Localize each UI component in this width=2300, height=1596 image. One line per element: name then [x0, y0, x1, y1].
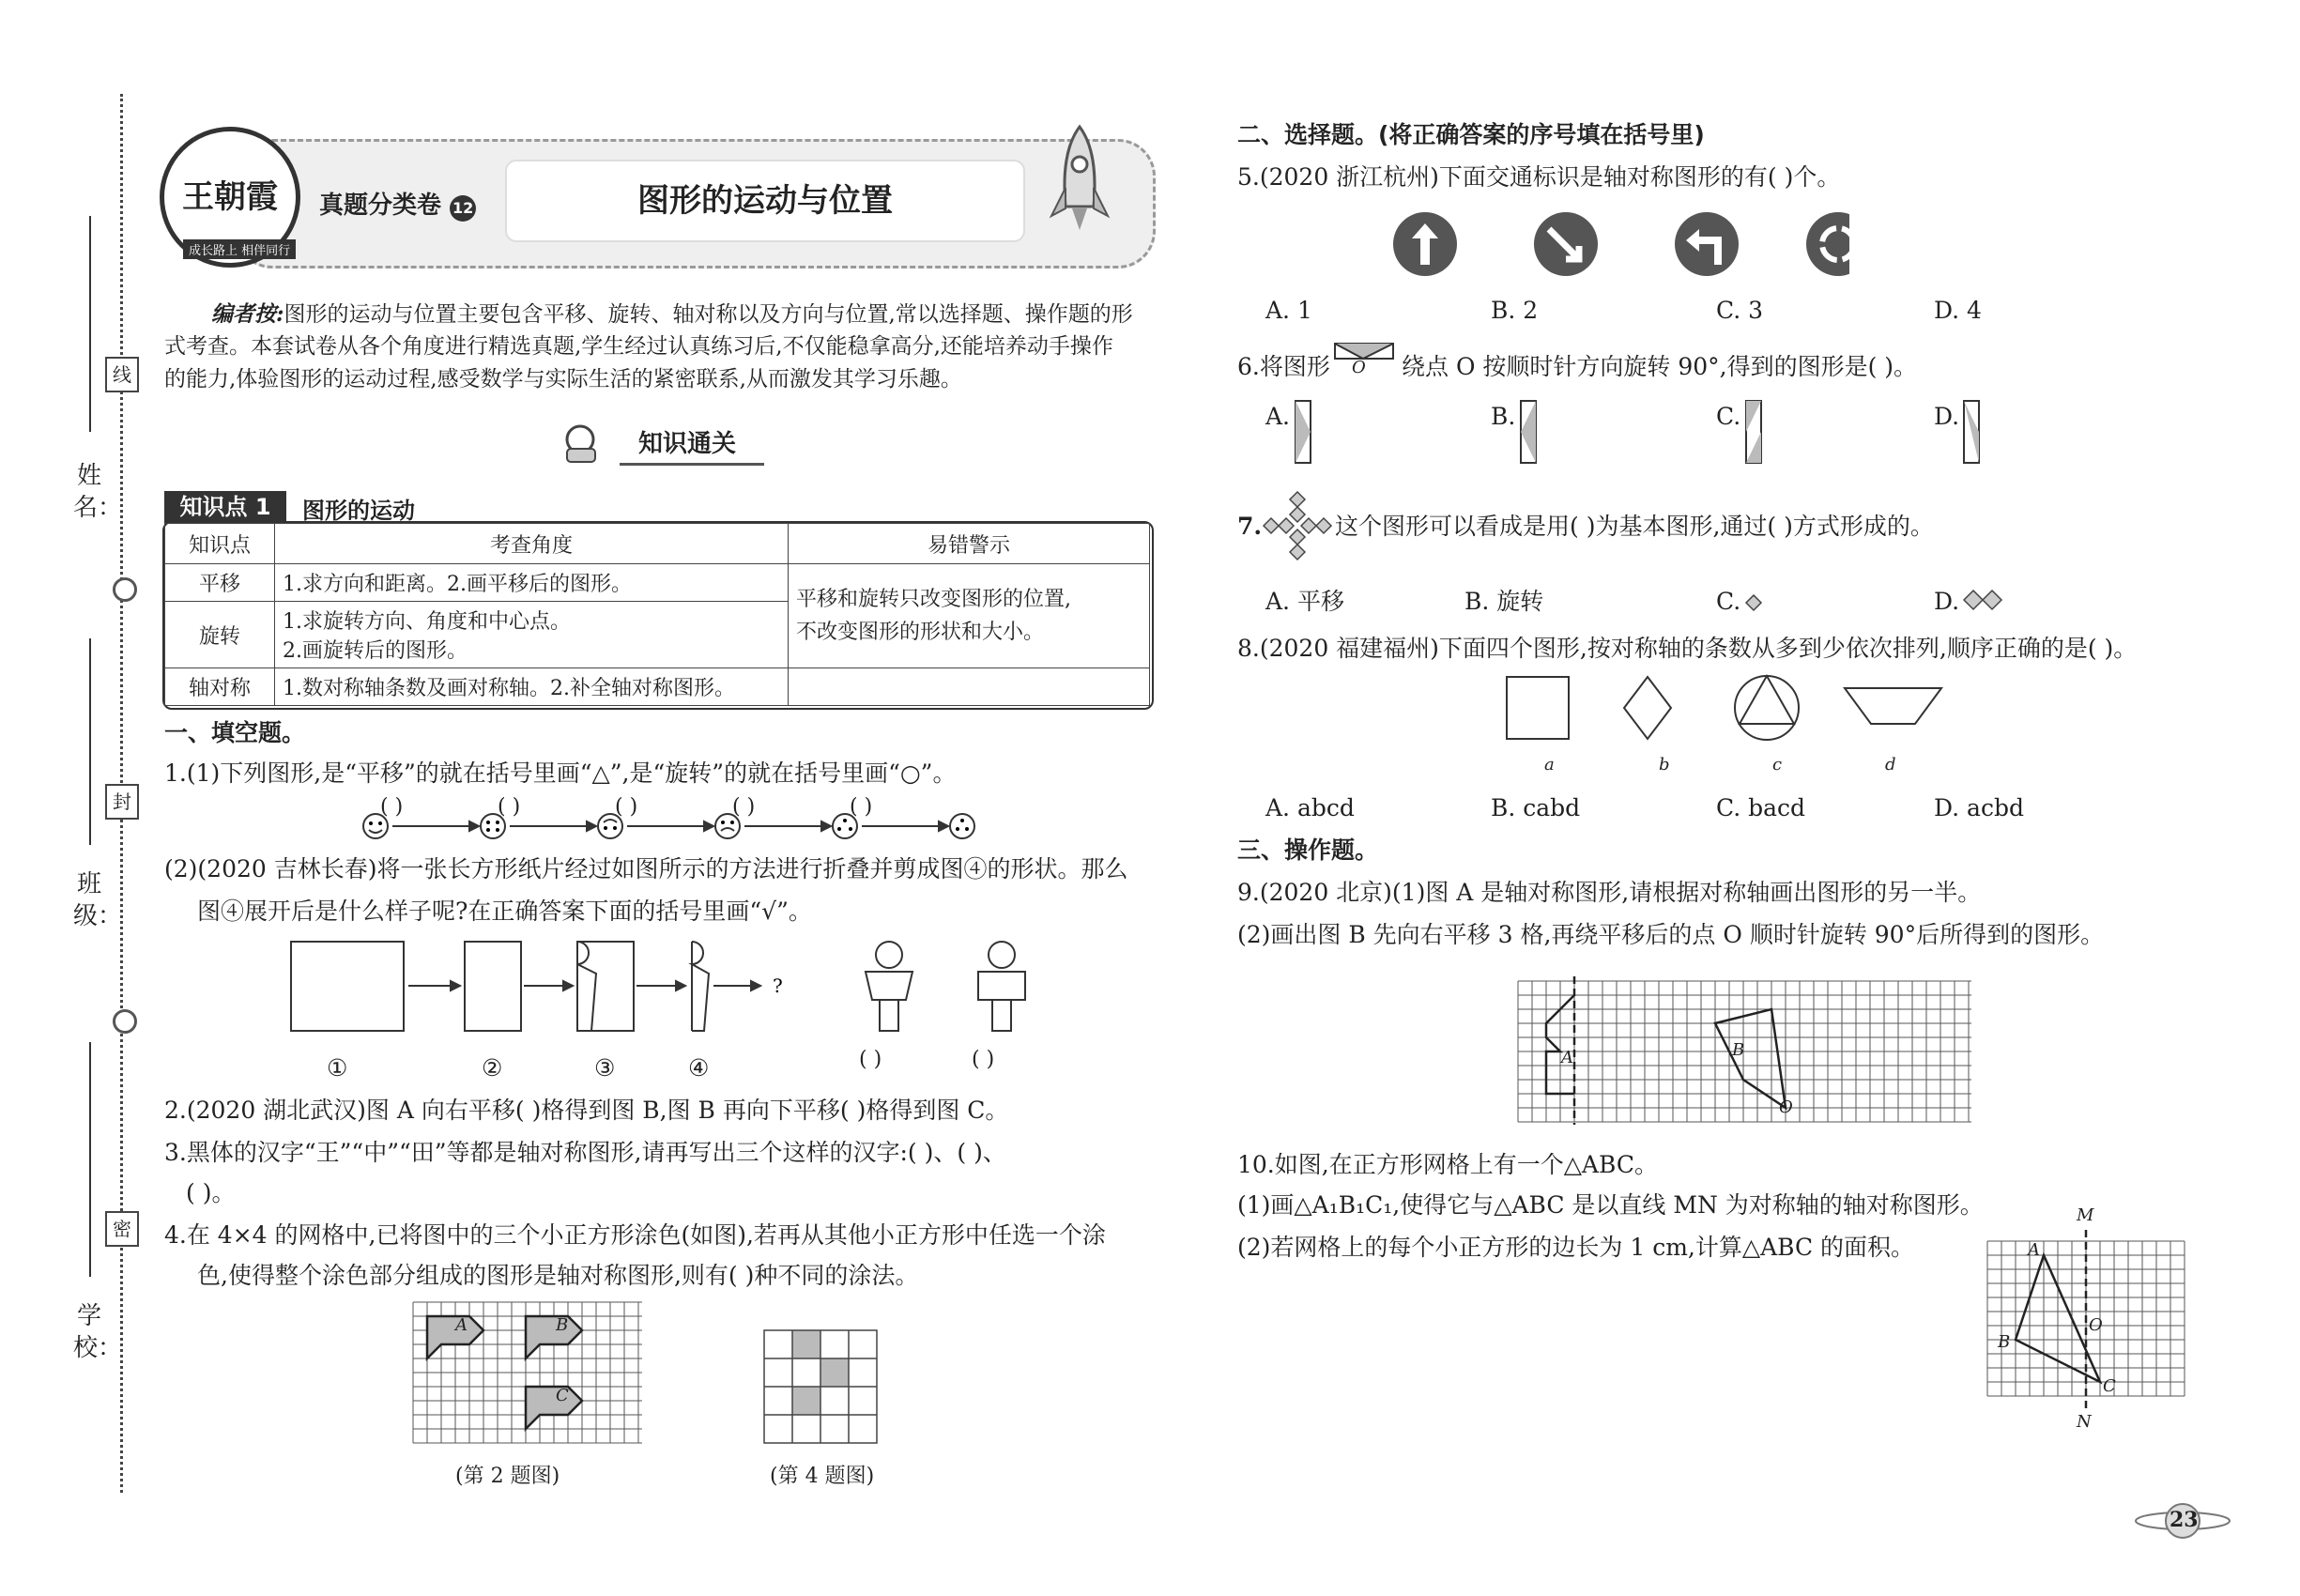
shape-rhombus [1624, 677, 1671, 739]
turn-left-sign-icon [1675, 212, 1739, 276]
smiley-icon [950, 814, 974, 838]
q5-option-a[interactable]: A. 1 [1265, 297, 1312, 324]
table-cell [789, 668, 1150, 706]
q9-label-b: B [1732, 1040, 1745, 1060]
part2-heading: 二、选择题。(将正确答案的序号填在括号里) [1237, 121, 1705, 148]
q8-option-d[interactable]: D. acbd [1934, 794, 2024, 821]
astronaut-icon [554, 421, 610, 464]
q9-part2: (2)画出图 B 先向右平移 3 格,再绕平移后的点 O 顺时针旋转 90°后所得到的图形。 [1237, 921, 2105, 948]
q3-line1: 3.黑体的汉字“王”“中”“田”等都是轴对称图形,请再写出三个这样的汉字:( )、( )、 [164, 1139, 1006, 1166]
logo-slogan: 成长路上 相伴同行 [183, 239, 296, 259]
knowledge-title: 图形的运动 [302, 498, 415, 524]
q2-text: 2.(2020 湖北武汉)图 A 向右平移( )格得到图 B,图 B 再向下平移( )格得到图 C。 [164, 1097, 1009, 1124]
editor-note-line1 [211, 300, 1133, 330]
class-label: 班 级： [73, 870, 123, 930]
fold-label-4: ④ [688, 1054, 710, 1082]
logo-text: 王朝霞 [182, 178, 278, 216]
table-header: 易错警示 [789, 524, 1150, 564]
traffic-signs [1389, 208, 1849, 280]
editor-note-line2: 式考查。本套试卷从各个角度进行精选真题,学生经过认真练习后,不仅能稳拿高分,还能培养动手操作 [164, 334, 1113, 359]
q3-line2: ( )。 [186, 1179, 236, 1206]
q8-option-a[interactable]: A. abcd [1265, 794, 1355, 821]
q6-option-c-shape [1744, 399, 1763, 467]
q10-label-n: N [2077, 1412, 2092, 1432]
q10-label-b: B [1998, 1332, 2011, 1352]
table-cell: 平移 [165, 564, 275, 602]
warning-line: 平移和旋转只改变图形的位置, [796, 587, 1071, 611]
q7-pattern [1260, 488, 1335, 563]
q6-shape [1333, 342, 1399, 379]
shape-label-a: A [455, 1315, 468, 1335]
binding-ring-icon [113, 1009, 137, 1034]
angle-line: 1.求旋转方向、角度和中心点。 [283, 610, 571, 634]
part1-heading: 一、填空题。 [164, 719, 306, 746]
table-header: 考查角度 [275, 524, 789, 564]
section-banner: 知识通关 [620, 424, 764, 466]
fold-label-1: ① [327, 1054, 348, 1082]
name-line [89, 216, 91, 432]
answer-paren[interactable]: ( ) [972, 1048, 995, 1071]
q1-part1: 1.(1)下列图形,是“平移”的就在括号里画“△”,是“旋转”的就在括号里画“○”。 [164, 760, 957, 787]
warning-line: 不改变图形的形状和大小。 [796, 621, 1045, 644]
school-line [89, 1042, 91, 1277]
q8-shapes [1502, 671, 1943, 746]
q7-option-b[interactable]: B. 旋转 [1464, 588, 1544, 615]
category-label: 真题分类卷 [319, 192, 442, 220]
editor-note-text: 图形的运动与位置主要包含平移、旋转、轴对称以及方向与位置,常以选择题、操作题的形 [284, 302, 1133, 327]
q9-label-o: O [1779, 1097, 1793, 1117]
q10-label-m: M [2077, 1205, 2094, 1225]
svg-text:?: ? [773, 974, 783, 997]
angle-line: 2.画旋转后的图形。 [283, 639, 468, 663]
q8-label-c: c [1772, 755, 1783, 775]
warning-cell [789, 564, 1150, 668]
q6-point-o: O [1352, 358, 1366, 377]
folding-diagram [282, 934, 1089, 1047]
q8-label-a: a [1544, 755, 1555, 775]
q6-option-a-shape [1294, 399, 1312, 467]
page-title: 图形的运动与位置 [505, 160, 1025, 242]
answer-paren[interactable]: ( ) [732, 795, 756, 819]
shape-label-b: B [556, 1315, 569, 1335]
editor-note-line3: 的能力,体验图形的运动过程,感受数学与实际生活的紧密联系,从而激发其学习乐趣。 [164, 367, 962, 391]
school-label: 学 校： [73, 1302, 123, 1362]
answer-paren[interactable]: ( ) [859, 1048, 882, 1071]
q10-text: 10.如图,在正方形网格上有一个△ABC。 [1237, 1151, 1658, 1178]
shape-b [1715, 1009, 1786, 1108]
q5-option-b[interactable]: B. 2 [1491, 297, 1539, 324]
q9-grid-figure [1516, 976, 1976, 1127]
q8-option-b[interactable]: B. cabd [1491, 794, 1581, 821]
shape-circle-triangle [1735, 676, 1799, 740]
arrow-diagonal-sign-icon [1534, 212, 1598, 276]
table-cell [275, 602, 789, 668]
table-cell: 轴对称 [165, 668, 275, 706]
table-header: 知识点 [165, 524, 275, 564]
shape-square [1507, 677, 1569, 739]
knowledge-table [164, 523, 1150, 706]
knowledge-tag: 知识点 1 [164, 491, 286, 523]
fold-label-2: ② [482, 1054, 503, 1082]
q6-option-b-shape [1519, 399, 1538, 467]
answer-paren[interactable]: ( ) [380, 795, 404, 819]
paper-number: 12 [450, 195, 476, 222]
paper-category [319, 186, 476, 222]
class-line [89, 638, 91, 845]
q6-option-b[interactable]: B. [1491, 403, 1516, 430]
q7-option-c[interactable]: C. [1716, 588, 1741, 615]
q1-part2-line2: 图④展开后是什么样子呢?在正确答案下面的括号里画“√”。 [197, 898, 812, 925]
arrow-icons [392, 821, 948, 831]
q5-option-c[interactable]: C. 3 [1716, 297, 1764, 324]
shape-trapezoid [1845, 688, 1941, 724]
q10-label-c: C [2103, 1376, 2116, 1396]
q7-text: 这个图形可以看成是用( )为基本图形,通过( )方式形成的。 [1335, 513, 1934, 540]
q5-option-d[interactable]: D. 4 [1934, 297, 1982, 324]
fig2-caption: (第 2 题图) [455, 1465, 560, 1488]
q6-option-a[interactable]: A. [1265, 403, 1291, 430]
answer-paren[interactable]: ( ) [850, 795, 873, 819]
q7-option-d-shape [1962, 589, 2003, 613]
q6-prefix: 6.将图形 [1237, 353, 1330, 380]
binding-ring-icon [113, 577, 137, 602]
q6-option-c[interactable]: C. [1716, 403, 1741, 430]
q8-text: 8.(2020 福建福州)下面四个图形,按对称轴的条数从多到少依次排列,顺序正确的是( )。 [1237, 635, 2138, 662]
q8-label-b: b [1659, 755, 1670, 775]
q6-option-d-shape [1962, 399, 1981, 467]
smiley-sequence [357, 800, 1004, 845]
q4-line1: 4.在 4×4 的网格中,已将图中的三个小正方形涂色(如图),若再从其他小正方形中任选一个涂 [164, 1221, 1106, 1249]
roundabout-sign-icon [1806, 212, 1849, 276]
q4-line2: 色,使得整个涂色部分组成的图形是轴对称图形,则有( )种不同的涂法。 [197, 1262, 919, 1289]
editor-note-label: 编者按: [211, 301, 284, 327]
q5-text: 5.(2020 浙江杭州)下面交通标识是轴对称图形的有( )个。 [1237, 163, 1841, 191]
answer-paren[interactable]: ( ) [498, 795, 521, 819]
shape-label-c: C [556, 1386, 569, 1405]
fold-label-3: ③ [594, 1054, 616, 1082]
q10-part2: (2)若网格上的每个小正方形的边长为 1 cm,计算△ABC 的面积。 [1237, 1234, 1915, 1261]
seal-char-3: 密 [105, 1211, 139, 1247]
seal-char-1: 线 [105, 357, 139, 392]
q7-number: 7. [1237, 513, 1263, 540]
name-label: 姓 名： [73, 462, 123, 522]
q9-part1: 9.(2020 北京)(1)图 A 是轴对称图形,请根据对称轴画出图形的另一半。 [1237, 879, 1982, 906]
q2-grid-figure [411, 1300, 646, 1450]
q8-option-c[interactable]: C. bacd [1716, 794, 1806, 821]
q9-label-a: A [1561, 1048, 1573, 1067]
q7-option-d[interactable]: D. [1934, 588, 1960, 615]
q10-label-a: A [2028, 1240, 2040, 1260]
answer-paren[interactable]: ( ) [615, 795, 638, 819]
q7-option-a[interactable]: A. 平移 [1265, 588, 1344, 615]
q4-grid-figure [762, 1328, 884, 1450]
q6-option-d[interactable]: D. [1934, 403, 1960, 430]
part3-heading: 三、操作题。 [1237, 836, 1379, 864]
page-number: 23 [2170, 1508, 2199, 1532]
q10-part1: (1)画△A₁B₁C₁,使得它与△ABC 是以直线 MN 为对称轴的轴对称图形。 [1237, 1191, 1984, 1219]
q8-label-d: d [1885, 755, 1896, 775]
table-cell: 1.数对称轴条数及画对称轴。2.补全轴对称图形。 [275, 668, 789, 706]
q7-option-c-shape [1744, 593, 1763, 612]
q6-text: 绕点 O 按顺时针方向旋转 90°,得到的图形是( )。 [1402, 353, 1918, 380]
table-cell: 旋转 [165, 602, 275, 668]
q1-part2-line1: (2)(2020 吉林长春)将一张长方形纸片经过如图所示的方法进行折叠并剪成图④的形状。那么 [164, 855, 1128, 882]
rocket-icon [1042, 122, 1117, 235]
seal-char-2: 封 [105, 784, 139, 820]
table-cell: 1.求方向和距离。2.画平移后的图形。 [275, 564, 789, 602]
q10-label-o: O [2089, 1315, 2103, 1335]
arrow-up-sign-icon [1393, 212, 1457, 276]
fig4-caption: (第 4 题图) [770, 1465, 875, 1488]
